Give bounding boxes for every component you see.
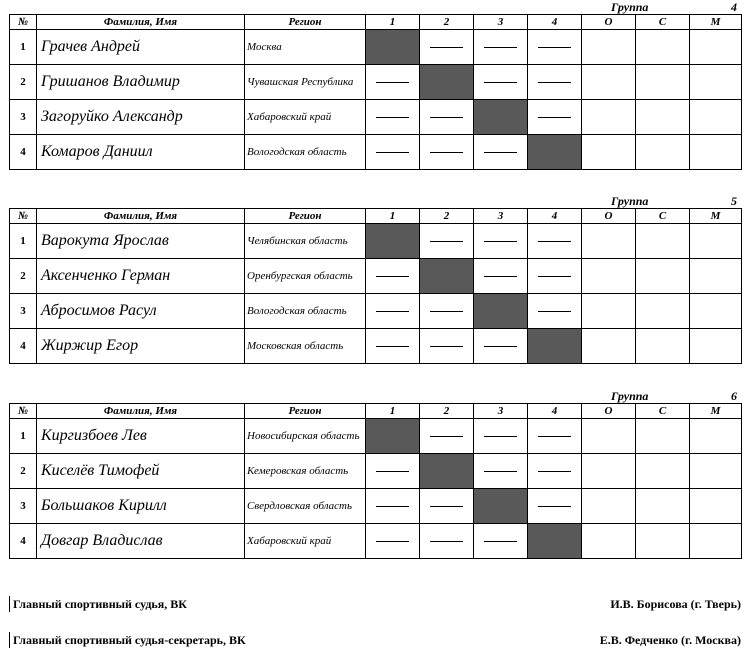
- table-header-row: [10, 15, 742, 30]
- result-cell-self: [366, 419, 420, 454]
- col-header-name: Фамилия, Имя: [37, 404, 245, 419]
- result-cell: [474, 524, 528, 559]
- result-cell-self: [366, 224, 420, 259]
- participant-name: Гришанов Владимир: [37, 65, 245, 100]
- col-header-r3: 3: [474, 209, 528, 224]
- result-cell: [528, 259, 582, 294]
- dash-mark: [376, 471, 409, 472]
- result-cell: [366, 259, 420, 294]
- row-number: 2: [10, 65, 37, 100]
- result-cell: [420, 294, 474, 329]
- dash-mark: [484, 346, 517, 347]
- dash-mark: [538, 241, 571, 242]
- dash-mark: [376, 506, 409, 507]
- participant-name: Киселёв Тимофей: [37, 454, 245, 489]
- participant-region: Вологодская область: [245, 135, 366, 170]
- place-cell: [690, 489, 742, 524]
- dash-mark: [430, 346, 463, 347]
- result-cell: [420, 100, 474, 135]
- participant-region: Чувашская Республика: [245, 65, 366, 100]
- result-cell: [474, 259, 528, 294]
- row-number: 2: [10, 259, 37, 294]
- col-header-o: О: [582, 209, 636, 224]
- result-cell: [420, 135, 474, 170]
- result-cell-self: [528, 329, 582, 364]
- group-number: 5: [731, 194, 737, 208]
- participant-region: Оренбургская область: [245, 259, 366, 294]
- participant-region: Московская область: [245, 329, 366, 364]
- group-number: 6: [731, 389, 737, 403]
- result-cell: [366, 294, 420, 329]
- col-header-r1: 1: [366, 15, 420, 30]
- result-cell: [366, 454, 420, 489]
- col-header-num: №: [10, 209, 37, 224]
- sets-cell: [636, 224, 690, 259]
- col-header-m: М: [690, 209, 742, 224]
- points-cell: [582, 524, 636, 559]
- col-header-r2: 2: [420, 404, 474, 419]
- result-cell: [474, 419, 528, 454]
- dash-mark: [484, 82, 517, 83]
- col-header-r1: 1: [366, 209, 420, 224]
- participant-region: Свердловская область: [245, 489, 366, 524]
- result-cell: [474, 224, 528, 259]
- participant-region: Хабаровский край: [245, 524, 366, 559]
- result-cell-self: [420, 259, 474, 294]
- dash-mark: [538, 82, 571, 83]
- result-cell: [474, 30, 528, 65]
- table-row: [10, 489, 742, 524]
- dash-mark: [484, 471, 517, 472]
- result-cell: [474, 65, 528, 100]
- group-label: Группа: [611, 194, 649, 208]
- sets-cell: [636, 489, 690, 524]
- participant-region: Вологодская область: [245, 294, 366, 329]
- table-row: [10, 65, 742, 100]
- result-cell: [420, 30, 474, 65]
- place-cell: [690, 294, 742, 329]
- col-header-s: С: [636, 15, 690, 30]
- col-header-r2: 2: [420, 209, 474, 224]
- sets-cell: [636, 30, 690, 65]
- col-header-r4: 4: [528, 209, 582, 224]
- points-cell: [582, 224, 636, 259]
- row-number: 4: [10, 524, 37, 559]
- dash-mark: [376, 276, 409, 277]
- table-row: [10, 259, 742, 294]
- place-cell: [690, 224, 742, 259]
- dash-mark: [430, 311, 463, 312]
- place-cell: [690, 30, 742, 65]
- result-cell: [528, 30, 582, 65]
- sets-cell: [636, 329, 690, 364]
- result-cell: [366, 524, 420, 559]
- participant-region: Хабаровский край: [245, 100, 366, 135]
- group-label: Группа: [611, 0, 649, 14]
- col-header-region: Регион: [245, 404, 366, 419]
- participant-region: Кемеровская область: [245, 454, 366, 489]
- dash-mark: [430, 506, 463, 507]
- col-header-o: О: [582, 15, 636, 30]
- points-cell: [582, 259, 636, 294]
- dash-mark: [484, 241, 517, 242]
- row-number: 3: [10, 489, 37, 524]
- col-header-o: О: [582, 404, 636, 419]
- sets-cell: [636, 100, 690, 135]
- table-row: [10, 524, 742, 559]
- result-cell: [528, 419, 582, 454]
- participant-name: Аксенченко Герман: [37, 259, 245, 294]
- dash-mark: [538, 436, 571, 437]
- sets-cell: [636, 135, 690, 170]
- result-cell: [420, 489, 474, 524]
- result-cell: [366, 135, 420, 170]
- row-number: 3: [10, 294, 37, 329]
- dash-mark: [430, 241, 463, 242]
- points-cell: [582, 65, 636, 100]
- secretary-name: Е.В. Федченко (г. Москва): [599, 633, 741, 647]
- dash-mark: [484, 436, 517, 437]
- result-cell: [366, 65, 420, 100]
- dash-mark: [430, 117, 463, 118]
- participant-name: Киргизбоев Лев: [37, 419, 245, 454]
- dash-mark: [484, 152, 517, 153]
- group-table: [9, 208, 742, 364]
- result-cell-self: [420, 65, 474, 100]
- participant-name: Варокута Ярослав: [37, 224, 245, 259]
- result-cell: [528, 65, 582, 100]
- result-cell: [420, 329, 474, 364]
- dash-mark: [430, 436, 463, 437]
- participant-name: Загоруйко Александр: [37, 100, 245, 135]
- dash-mark: [376, 152, 409, 153]
- points-cell: [582, 489, 636, 524]
- result-cell-self: [528, 524, 582, 559]
- points-cell: [582, 30, 636, 65]
- dash-mark: [538, 117, 571, 118]
- col-header-r4: 4: [528, 15, 582, 30]
- table-row: [10, 224, 742, 259]
- row-number: 3: [10, 100, 37, 135]
- dash-mark: [376, 346, 409, 347]
- points-cell: [582, 454, 636, 489]
- dash-mark: [484, 47, 517, 48]
- result-cell: [528, 454, 582, 489]
- col-header-r3: 3: [474, 404, 528, 419]
- row-number: 1: [10, 224, 37, 259]
- result-cell: [366, 329, 420, 364]
- col-header-num: №: [10, 15, 37, 30]
- judge-role: Главный спортивный судья, ВК: [9, 596, 187, 612]
- col-header-s: С: [636, 404, 690, 419]
- group-title: [611, 389, 741, 403]
- row-number: 4: [10, 135, 37, 170]
- result-cell-self: [474, 100, 528, 135]
- dash-mark: [376, 311, 409, 312]
- result-cell: [474, 135, 528, 170]
- group-table: [9, 403, 742, 559]
- dash-mark: [484, 276, 517, 277]
- place-cell: [690, 524, 742, 559]
- table-row: [10, 294, 742, 329]
- table-row: [10, 454, 742, 489]
- place-cell: [690, 329, 742, 364]
- col-header-name: Фамилия, Имя: [37, 209, 245, 224]
- place-cell: [690, 454, 742, 489]
- col-header-r4: 4: [528, 404, 582, 419]
- result-cell: [366, 100, 420, 135]
- dash-mark: [430, 47, 463, 48]
- dash-mark: [376, 82, 409, 83]
- result-cell-self: [366, 30, 420, 65]
- dash-mark: [430, 152, 463, 153]
- result-cell: [420, 524, 474, 559]
- col-header-region: Регион: [245, 15, 366, 30]
- participant-region: Москва: [245, 30, 366, 65]
- row-number: 2: [10, 454, 37, 489]
- participant-name: Жиржир Егор: [37, 329, 245, 364]
- col-header-r3: 3: [474, 15, 528, 30]
- place-cell: [690, 65, 742, 100]
- place-cell: [690, 135, 742, 170]
- result-cell: [474, 454, 528, 489]
- dash-mark: [538, 471, 571, 472]
- dash-mark: [538, 506, 571, 507]
- sets-cell: [636, 65, 690, 100]
- group-label: Группа: [611, 389, 649, 403]
- dash-mark: [538, 47, 571, 48]
- result-cell: [528, 489, 582, 524]
- col-header-r1: 1: [366, 404, 420, 419]
- table-row: [10, 100, 742, 135]
- result-cell: [420, 224, 474, 259]
- group-title: [611, 0, 741, 14]
- points-cell: [582, 419, 636, 454]
- table-row: [10, 30, 742, 65]
- dash-mark: [484, 541, 517, 542]
- participant-name: Грачев Андрей: [37, 30, 245, 65]
- dash-mark: [376, 117, 409, 118]
- result-cell-self: [528, 135, 582, 170]
- result-cell-self: [474, 489, 528, 524]
- table-row: [10, 329, 742, 364]
- result-cell: [528, 224, 582, 259]
- result-cell-self: [474, 294, 528, 329]
- sets-cell: [636, 259, 690, 294]
- place-cell: [690, 100, 742, 135]
- sets-cell: [636, 454, 690, 489]
- result-cell: [420, 419, 474, 454]
- col-header-name: Фамилия, Имя: [37, 15, 245, 30]
- col-header-r2: 2: [420, 15, 474, 30]
- result-cell: [366, 489, 420, 524]
- col-header-m: М: [690, 404, 742, 419]
- col-header-m: М: [690, 15, 742, 30]
- participant-name: Большаков Кирилл: [37, 489, 245, 524]
- participant-name: Абросимов Расул: [37, 294, 245, 329]
- sets-cell: [636, 524, 690, 559]
- col-header-s: С: [636, 209, 690, 224]
- table-header-row: [10, 209, 742, 224]
- dash-mark: [538, 311, 571, 312]
- sets-cell: [636, 294, 690, 329]
- participant-name: Комаров Даниил: [37, 135, 245, 170]
- dash-mark: [538, 276, 571, 277]
- row-number: 1: [10, 419, 37, 454]
- place-cell: [690, 419, 742, 454]
- group-title: [611, 194, 741, 208]
- place-cell: [690, 259, 742, 294]
- col-header-region: Регион: [245, 209, 366, 224]
- table-row: [10, 419, 742, 454]
- points-cell: [582, 100, 636, 135]
- secretary-role: Главный спортивный судья-секретарь, ВК: [9, 632, 246, 648]
- participant-region: Челябинская область: [245, 224, 366, 259]
- dash-mark: [376, 541, 409, 542]
- result-cell: [528, 294, 582, 329]
- sets-cell: [636, 419, 690, 454]
- row-number: 1: [10, 30, 37, 65]
- dash-mark: [430, 541, 463, 542]
- points-cell: [582, 294, 636, 329]
- result-cell: [474, 329, 528, 364]
- signature-line: [9, 632, 741, 648]
- judge-name: И.В. Борисова (г. Тверь): [610, 597, 741, 611]
- col-header-num: №: [10, 404, 37, 419]
- signature-line: [9, 596, 741, 612]
- points-cell: [582, 135, 636, 170]
- table-row: [10, 135, 742, 170]
- row-number: 4: [10, 329, 37, 364]
- points-cell: [582, 329, 636, 364]
- group-number: 4: [731, 0, 737, 14]
- result-cell: [528, 100, 582, 135]
- group-table: [9, 14, 742, 170]
- result-cell-self: [420, 454, 474, 489]
- participant-name: Довгар Владислав: [37, 524, 245, 559]
- participant-region: Новосибирская область: [245, 419, 366, 454]
- table-header-row: [10, 404, 742, 419]
